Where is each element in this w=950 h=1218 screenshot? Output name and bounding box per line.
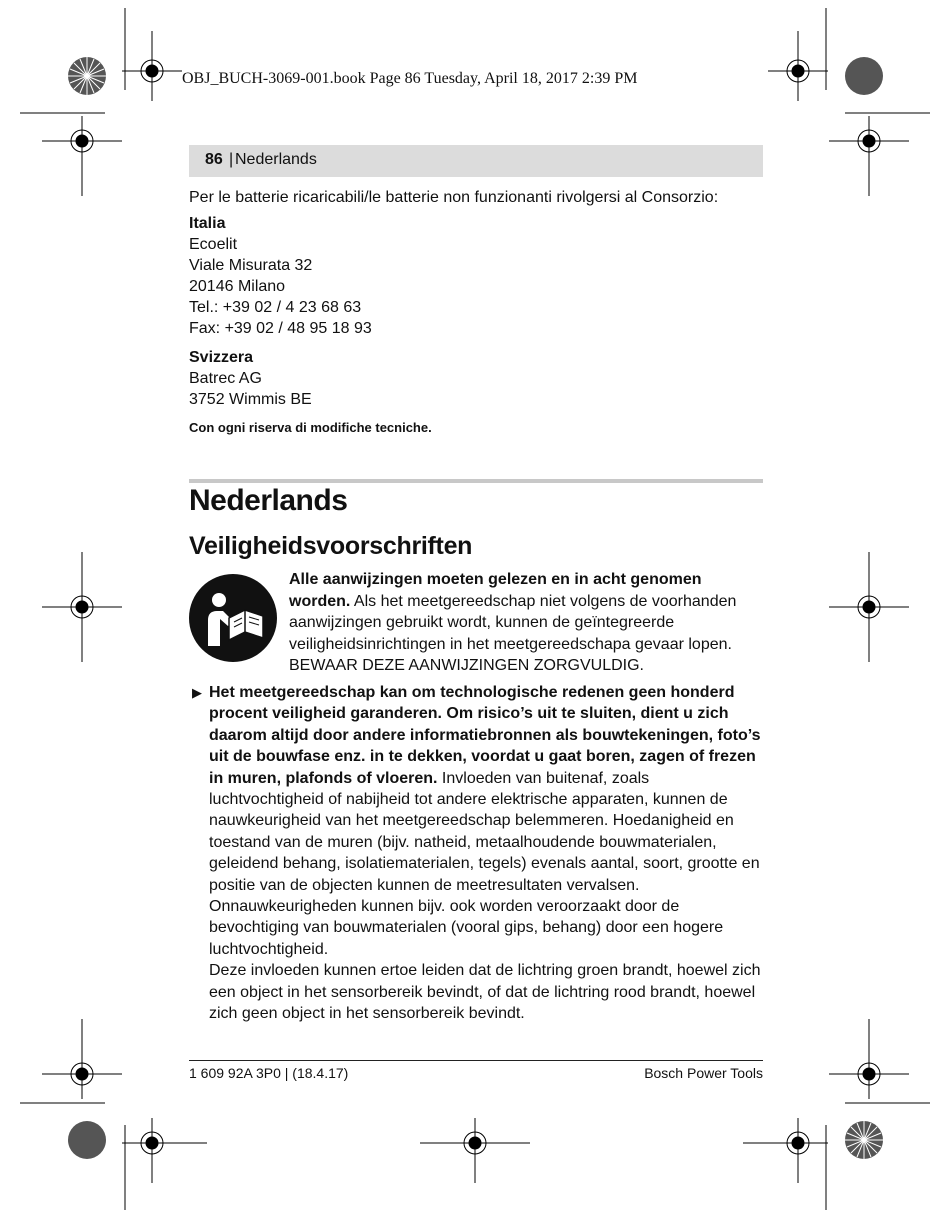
- read-manual-icon: [189, 574, 277, 662]
- address-country: Svizzera: [189, 349, 254, 366]
- footer-brand: Bosch Power Tools: [644, 1065, 763, 1081]
- subsection-title: Veiligheidsvoorschriften: [189, 532, 473, 560]
- safety-warning: [289, 569, 764, 677]
- page-header-language: Nederlands: [235, 151, 317, 168]
- address-country: Italia: [189, 215, 226, 232]
- address-svizzera: [189, 347, 312, 410]
- address-line: 20146 Milano: [189, 278, 286, 295]
- warning-text: Als het meetgereedschap niet volgens de voorhanden aanwijzingen gebruikt wordt, kunnen de geïntegreerde veiligheidsinrichtingen in het meetgereedschapa gevaar lopen. BEWAAR DEZE AANWIJZINGEN ZORGVULDIG.: [289, 592, 737, 674]
- address-line: Ecoelit: [189, 236, 238, 253]
- section-title: Nederlands: [189, 484, 348, 517]
- bullet-text: Invloeden van buitenaf, zoals luchtvochtigheid of nabijheid tot andere elektrische apparaten, kunnen de nauwkeurigheid van het meetgereedschap belemmeren. Hoedanigheid en toestand van de muren (bijv. natheid, metaalhoudende bouwmaterialen, geleidend behang, isolatiematerialen, tegels) evenals aantal, soort, grootte en positie van de objecten kunnen de meetresultaten vervalsen. Onnauwkeurigheden kunnen bijv. ook worden veroorzaakt door de bevochtiging van bouwmaterialen (vooral gips, behang) door een hogere luchtvochtigheid.: [209, 769, 760, 958]
- intro-text: Per le batterie ricaricabili/le batterie non funzionanti rivolgersi al Consorzio:: [189, 189, 719, 206]
- address-line: Viale Misurata 32: [189, 257, 313, 274]
- footer-code: 1 609 92A 3P0 | (18.4.17): [189, 1065, 349, 1081]
- safety-bullet: [209, 682, 765, 1025]
- page-header: [189, 145, 763, 177]
- page-header-separator: |: [229, 151, 234, 168]
- address-line: 3752 Wimmis BE: [189, 391, 312, 408]
- bullet-bold: Het meetgereedschap kan om technologische redenen geen honderd procent veiligheid garanderen. Om risico’s uit te sluiten, dient u zich daarom altijd door andere informatiebronnen als bouwtekeningen, foto’s uit de bouwfase enz. in te dekken, voordat u gaat boren, zagen of frezen in muren, plafonds of vloeren.: [209, 684, 761, 787]
- section-rule: [189, 479, 763, 483]
- warning-bold: Alle aanwijzingen moeten gelezen en in acht genomen worden.: [289, 571, 702, 610]
- reserve-note: Con ogni riserva di modifiche tecniche.: [189, 420, 432, 435]
- address-line: Batrec AG: [189, 370, 262, 387]
- page-number: 86: [205, 151, 223, 168]
- address-line: Tel.: +39 02 / 4 23 68 63: [189, 299, 362, 316]
- bullet-marker: ▶: [192, 685, 202, 700]
- bullet-text-2: Deze invloeden kunnen ertoe leiden dat de lichtring groen brandt, hoewel zich een object in het sensorbereik bevindt, of dat de lichtring rood brandt, hoewel zich geen object in het sensorbereik bevindt.: [209, 962, 761, 1023]
- address-line: Fax: +39 02 / 48 95 18 93: [189, 320, 372, 337]
- address-italia: [189, 213, 372, 339]
- print-header: OBJ_BUCH-3069-001.book Page 86 Tuesday, April 18, 2017 2:39 PM: [182, 70, 638, 87]
- footer-rule: [189, 1060, 763, 1061]
